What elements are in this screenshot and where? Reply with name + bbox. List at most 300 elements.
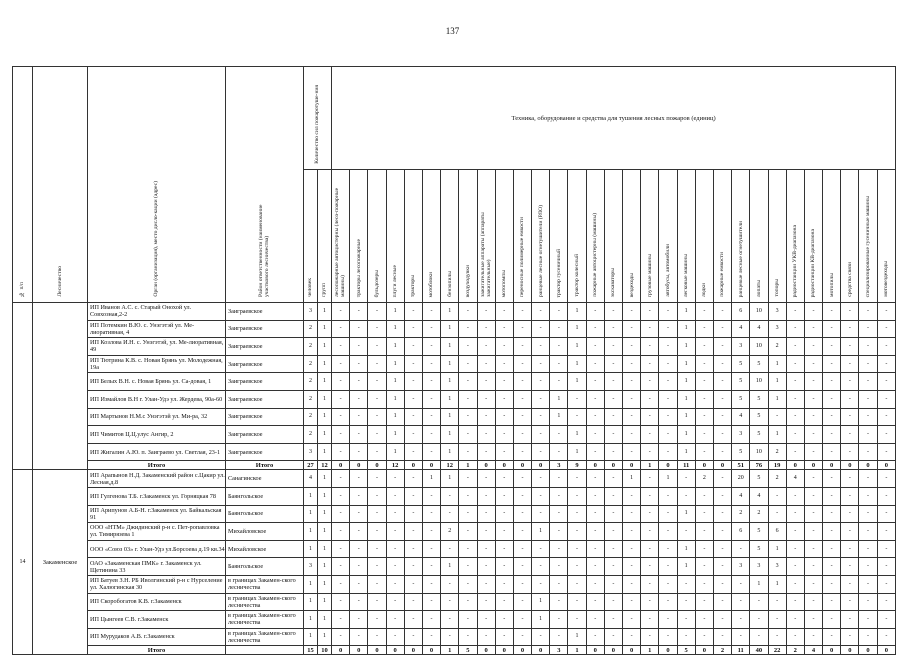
equipment-cell: - bbox=[823, 303, 841, 321]
equipment-cell: - bbox=[604, 558, 622, 576]
header-equipment-20: лодки bbox=[695, 170, 713, 303]
equipment-cell: 1 bbox=[459, 461, 477, 470]
equipment-cell: - bbox=[604, 575, 622, 593]
header-equipment-25: радиостанции УКВ-диапазона bbox=[786, 170, 804, 303]
equipment-cell: - bbox=[332, 470, 350, 488]
equipment-cell: 1 bbox=[677, 355, 695, 373]
equipment-cell: - bbox=[695, 390, 713, 408]
equipment-cell: - bbox=[841, 443, 859, 461]
equipment-cell: - bbox=[350, 303, 368, 321]
equipment-cell: - bbox=[368, 505, 386, 523]
equipment-cell: - bbox=[641, 355, 659, 373]
equipment-cell: - bbox=[713, 575, 731, 593]
table-row bbox=[13, 611, 896, 629]
table-row bbox=[13, 540, 896, 558]
equipment-cell: - bbox=[477, 628, 495, 646]
equipment-cell: - bbox=[368, 355, 386, 373]
equipment-cell: - bbox=[550, 487, 568, 505]
equipment-cell: - bbox=[859, 470, 877, 488]
equipment-cell: - bbox=[586, 523, 604, 541]
equipment-cell: - bbox=[332, 505, 350, 523]
header-district: Район ответственности (наименование участкового лесничества) bbox=[226, 67, 304, 303]
equipment-cell: - bbox=[877, 470, 896, 488]
header-equipment-title: Техника, оборудование и средства для тушения лесных пожаров (единиц) bbox=[332, 67, 896, 170]
equipment-cell: 5 bbox=[750, 540, 768, 558]
equipment-cell: - bbox=[495, 338, 513, 356]
equipment-cell: - bbox=[586, 303, 604, 321]
equipment-cell: - bbox=[568, 505, 586, 523]
equipment-cell: - bbox=[677, 628, 695, 646]
groups-cell: 10 bbox=[318, 646, 332, 655]
equipment-cell: - bbox=[659, 505, 677, 523]
equipment-cell: 1 bbox=[768, 575, 786, 593]
equipment-cell: - bbox=[404, 593, 422, 611]
equipment-cell: - bbox=[332, 443, 350, 461]
header-equipment-13: трактор колесный bbox=[568, 170, 586, 303]
equipment-cell: - bbox=[713, 558, 731, 576]
equipment-cell: 1 bbox=[677, 540, 695, 558]
equipment-cell: - bbox=[659, 443, 677, 461]
equipment-cell: - bbox=[841, 487, 859, 505]
equipment-cell: - bbox=[641, 558, 659, 576]
equipment-cell: - bbox=[332, 303, 350, 321]
equipment-cell: - bbox=[513, 408, 531, 426]
equipment-cell: - bbox=[677, 523, 695, 541]
equipment-cell: - bbox=[677, 487, 695, 505]
table-row bbox=[13, 390, 896, 408]
equipment-cell: - bbox=[332, 593, 350, 611]
table-row bbox=[13, 338, 896, 356]
groups-cell: 1 bbox=[318, 523, 332, 541]
equipment-cell: - bbox=[677, 593, 695, 611]
equipment-cell: 0 bbox=[623, 646, 641, 655]
equipment-cell: 0 bbox=[823, 461, 841, 470]
equipment-cell: - bbox=[477, 593, 495, 611]
equipment-cell: - bbox=[368, 487, 386, 505]
equipment-cell: - bbox=[404, 523, 422, 541]
people-cell: 2 bbox=[304, 408, 318, 426]
equipment-cell: - bbox=[350, 540, 368, 558]
equipment-cell: 1 bbox=[532, 593, 550, 611]
equipment-cell: 1 bbox=[441, 320, 459, 338]
equipment-cell: 4 bbox=[804, 646, 822, 655]
equipment-cell: 3 bbox=[768, 558, 786, 576]
equipment-cell: - bbox=[495, 487, 513, 505]
equipment-cell: 2 bbox=[732, 505, 750, 523]
equipment-cell: - bbox=[804, 443, 822, 461]
equipment-cell: 0 bbox=[859, 461, 877, 470]
equipment-cell: - bbox=[368, 611, 386, 629]
equipment-cell: - bbox=[586, 575, 604, 593]
equipment-cell: - bbox=[422, 390, 440, 408]
equipment-cell: - bbox=[586, 470, 604, 488]
equipment-cell: - bbox=[477, 575, 495, 593]
header-equipment-11: ранцевые лесные огнетушители (РЛО) bbox=[532, 170, 550, 303]
header-forestry: Лесничество bbox=[33, 67, 88, 303]
equipment-cell: - bbox=[422, 540, 440, 558]
equipment-cell: - bbox=[477, 443, 495, 461]
equipment-cell: - bbox=[495, 303, 513, 321]
equipment-cell: - bbox=[459, 487, 477, 505]
equipment-cell: 1 bbox=[422, 470, 440, 488]
equipment-cell: - bbox=[386, 470, 404, 488]
header-equipment-4: тракторы bbox=[404, 170, 422, 303]
equipment-cell: - bbox=[623, 373, 641, 391]
equipment-cell: - bbox=[350, 523, 368, 541]
equipment-cell: - bbox=[786, 575, 804, 593]
table-row bbox=[13, 426, 896, 444]
equipment-cell: - bbox=[786, 540, 804, 558]
groups-cell: 1 bbox=[318, 611, 332, 629]
people-cell: 1 bbox=[304, 593, 318, 611]
equipment-cell: - bbox=[350, 470, 368, 488]
equipment-cell: - bbox=[422, 338, 440, 356]
equipment-cell: - bbox=[441, 593, 459, 611]
equipment-cell: - bbox=[786, 338, 804, 356]
people-cell: 1 bbox=[304, 523, 318, 541]
equipment-cell: - bbox=[404, 373, 422, 391]
people-cell: 1 bbox=[304, 487, 318, 505]
equipment-cell: - bbox=[659, 355, 677, 373]
equipment-cell: 4 bbox=[750, 487, 768, 505]
equipment-cell: - bbox=[623, 355, 641, 373]
equipment-cell: - bbox=[550, 523, 568, 541]
equipment-cell: 4 bbox=[750, 320, 768, 338]
district-cell bbox=[226, 646, 304, 655]
equipment-cell: - bbox=[695, 408, 713, 426]
equipment-cell: - bbox=[495, 426, 513, 444]
equipment-cell: - bbox=[586, 320, 604, 338]
header-equipment-22: ранцевые лесные огнетушители bbox=[732, 170, 750, 303]
equipment-cell: - bbox=[532, 558, 550, 576]
district-cell: Заиграевское bbox=[226, 443, 304, 461]
equipment-cell: - bbox=[804, 426, 822, 444]
equipment-cell: 2 bbox=[768, 470, 786, 488]
equipment-cell: - bbox=[859, 443, 877, 461]
equipment-cell: - bbox=[513, 487, 531, 505]
equipment-cell: - bbox=[659, 390, 677, 408]
equipment-cell: - bbox=[422, 443, 440, 461]
equipment-cell: - bbox=[422, 408, 440, 426]
equipment-cell: - bbox=[386, 628, 404, 646]
equipment-cell: - bbox=[695, 487, 713, 505]
equipment-cell: - bbox=[786, 628, 804, 646]
equipment-cell: - bbox=[604, 611, 622, 629]
equipment-cell: 1 bbox=[677, 408, 695, 426]
equipment-cell: 1 bbox=[441, 390, 459, 408]
equipment-cell: - bbox=[659, 540, 677, 558]
header-equipment-18: автобусы, автомобили bbox=[659, 170, 677, 303]
equipment-cell: - bbox=[641, 628, 659, 646]
equipment-cell: - bbox=[604, 523, 622, 541]
equipment-cell: - bbox=[568, 470, 586, 488]
equipment-cell: 1 bbox=[750, 575, 768, 593]
table-row bbox=[13, 373, 896, 391]
district-cell: Заиграевское bbox=[226, 373, 304, 391]
equipment-cell: - bbox=[568, 540, 586, 558]
equipment-cell: - bbox=[532, 575, 550, 593]
header-equipment-7: воздуходувки bbox=[459, 170, 477, 303]
equipment-cell: 1 bbox=[386, 408, 404, 426]
equipment-cell: 1 bbox=[568, 338, 586, 356]
district-cell: Баянгольское bbox=[226, 505, 304, 523]
equipment-cell: - bbox=[841, 540, 859, 558]
equipment-cell: - bbox=[350, 487, 368, 505]
equipment-cell: - bbox=[532, 373, 550, 391]
equipment-cell: - bbox=[477, 487, 495, 505]
equipment-cell: - bbox=[459, 303, 477, 321]
equipment-cell: - bbox=[823, 575, 841, 593]
equipment-cell: - bbox=[659, 303, 677, 321]
equipment-cell: - bbox=[623, 593, 641, 611]
equipment-cell: - bbox=[804, 355, 822, 373]
table-row bbox=[13, 320, 896, 338]
total-row bbox=[13, 646, 896, 655]
groups-cell: 1 bbox=[318, 355, 332, 373]
equipment-cell: - bbox=[641, 593, 659, 611]
table-row bbox=[13, 523, 896, 541]
equipment-cell: - bbox=[659, 593, 677, 611]
people-cell: 27 bbox=[304, 461, 318, 470]
equipment-cell: - bbox=[532, 443, 550, 461]
equipment-cell: - bbox=[350, 575, 368, 593]
equipment-cell: - bbox=[859, 628, 877, 646]
equipment-cell: 1 bbox=[568, 426, 586, 444]
equipment-cell: - bbox=[404, 611, 422, 629]
equipment-cell: - bbox=[695, 611, 713, 629]
equipment-cell: 0 bbox=[532, 461, 550, 470]
equipment-cell: - bbox=[513, 540, 531, 558]
equipment-cell: - bbox=[877, 487, 896, 505]
equipment-cell: - bbox=[641, 408, 659, 426]
equipment-cell: - bbox=[386, 593, 404, 611]
equipment-cell: - bbox=[550, 320, 568, 338]
equipment-cell: - bbox=[495, 443, 513, 461]
equipment-cell: - bbox=[786, 320, 804, 338]
header-equipment-23: лопаты bbox=[750, 170, 768, 303]
equipment-cell: 0 bbox=[404, 461, 422, 470]
equipment-cell: 2 bbox=[768, 443, 786, 461]
equipment-cell: 1 bbox=[768, 373, 786, 391]
equipment-cell: - bbox=[550, 373, 568, 391]
equipment-cell: - bbox=[350, 443, 368, 461]
equipment-cell: - bbox=[659, 558, 677, 576]
equipment-cell: - bbox=[804, 628, 822, 646]
equipment-cell: 12 bbox=[386, 461, 404, 470]
equipment-cell: - bbox=[713, 303, 731, 321]
equipment-cell: - bbox=[368, 558, 386, 576]
equipment-cell: 1 bbox=[677, 558, 695, 576]
district-cell: в границах Закамен-ского лесничества bbox=[226, 611, 304, 629]
equipment-cell: - bbox=[877, 408, 896, 426]
equipment-cell: - bbox=[623, 487, 641, 505]
equipment-cell: 0 bbox=[804, 461, 822, 470]
header-equipment-15: экскаваторы bbox=[604, 170, 622, 303]
groups-cell: 1 bbox=[318, 505, 332, 523]
district-cell: Заиграевское bbox=[226, 408, 304, 426]
equipment-cell: - bbox=[513, 355, 531, 373]
district-cell: Заиграевское bbox=[226, 303, 304, 321]
equipment-cell: - bbox=[477, 303, 495, 321]
equipment-cell: - bbox=[332, 558, 350, 576]
equipment-cell: - bbox=[713, 523, 731, 541]
equipment-cell: - bbox=[804, 408, 822, 426]
people-cell: 2 bbox=[304, 426, 318, 444]
equipment-cell: 5 bbox=[732, 355, 750, 373]
equipment-cell: - bbox=[495, 523, 513, 541]
equipment-cell: - bbox=[604, 303, 622, 321]
equipment-cell: 40 bbox=[750, 646, 768, 655]
equipment-cell: - bbox=[713, 540, 731, 558]
equipment-cell: - bbox=[368, 540, 386, 558]
equipment-cell: - bbox=[586, 558, 604, 576]
people-cell: 2 bbox=[304, 355, 318, 373]
equipment-cell: - bbox=[786, 487, 804, 505]
equipment-cell: - bbox=[604, 593, 622, 611]
equipment-cell: 0 bbox=[422, 461, 440, 470]
equipment-cell: - bbox=[604, 355, 622, 373]
equipment-cell: - bbox=[623, 558, 641, 576]
equipment-cell: - bbox=[713, 628, 731, 646]
equipment-cell: - bbox=[877, 523, 896, 541]
equipment-cell: 1 bbox=[550, 408, 568, 426]
equipment-cell: - bbox=[713, 593, 731, 611]
equipment-cell: - bbox=[695, 593, 713, 611]
equipment-cell: - bbox=[586, 611, 604, 629]
equipment-cell: 1 bbox=[677, 373, 695, 391]
equipment-cell: - bbox=[550, 443, 568, 461]
equipment-cell: 0 bbox=[586, 646, 604, 655]
equipment-cell: - bbox=[623, 540, 641, 558]
equipment-cell: - bbox=[586, 443, 604, 461]
header-equipment-3: плуги лесные bbox=[386, 170, 404, 303]
equipment-cell: - bbox=[586, 355, 604, 373]
equipment-cell: - bbox=[841, 408, 859, 426]
equipment-cell: 0 bbox=[495, 461, 513, 470]
equipment-cell: - bbox=[623, 611, 641, 629]
equipment-cell: - bbox=[841, 373, 859, 391]
header-people-groups: групп bbox=[318, 170, 332, 303]
equipment-cell: - bbox=[604, 426, 622, 444]
equipment-cell: - bbox=[641, 575, 659, 593]
org-cell: ИП Мурудаков А.В. г.Закаменск bbox=[88, 628, 226, 646]
equipment-cell: - bbox=[804, 611, 822, 629]
equipment-cell: - bbox=[441, 611, 459, 629]
equipment-cell: - bbox=[350, 390, 368, 408]
district-cell: Михайловское bbox=[226, 540, 304, 558]
equipment-cell: - bbox=[459, 426, 477, 444]
equipment-cell: - bbox=[877, 355, 896, 373]
equipment-cell: - bbox=[623, 408, 641, 426]
equipment-cell: 0 bbox=[368, 461, 386, 470]
equipment-cell: - bbox=[604, 408, 622, 426]
equipment-cell: - bbox=[422, 373, 440, 391]
equipment-cell: - bbox=[859, 540, 877, 558]
equipment-cell: - bbox=[532, 320, 550, 338]
org-cell: ОАО «Закаменская ПМК» г. Закаменск ул. Щетинина 33 bbox=[88, 558, 226, 576]
equipment-cell: 2 bbox=[695, 470, 713, 488]
equipment-cell: 4 bbox=[732, 487, 750, 505]
equipment-cell: - bbox=[368, 575, 386, 593]
header-row-1 bbox=[13, 67, 896, 170]
equipment-cell: - bbox=[659, 523, 677, 541]
equipment-cell: - bbox=[513, 593, 531, 611]
equipment-cell: - bbox=[586, 338, 604, 356]
equipment-cell: 5 bbox=[750, 390, 768, 408]
equipment-cell: 10 bbox=[750, 373, 768, 391]
equipment-cell: - bbox=[823, 505, 841, 523]
equipment-cell: - bbox=[477, 540, 495, 558]
equipment-cell: 0 bbox=[532, 646, 550, 655]
equipment-cell: - bbox=[368, 390, 386, 408]
people-cell: 15 bbox=[304, 646, 318, 655]
equipment-cell: 2 bbox=[768, 338, 786, 356]
equipment-cell: - bbox=[368, 593, 386, 611]
equipment-cell: 22 bbox=[768, 646, 786, 655]
equipment-cell: - bbox=[586, 628, 604, 646]
header-equipment-26: радиостанции КВ-диапазона bbox=[804, 170, 822, 303]
equipment-cell: - bbox=[477, 426, 495, 444]
equipment-cell: - bbox=[550, 628, 568, 646]
equipment-cell: 0 bbox=[695, 461, 713, 470]
equipment-cell: 3 bbox=[550, 461, 568, 470]
equipment-cell: - bbox=[532, 487, 550, 505]
equipment-cell: 1 bbox=[568, 443, 586, 461]
equipment-cell: 1 bbox=[441, 338, 459, 356]
equipment-cell: 4 bbox=[786, 470, 804, 488]
equipment-cell: 1 bbox=[441, 373, 459, 391]
equipment-cell: - bbox=[532, 338, 550, 356]
equipment-cell: 1 bbox=[532, 611, 550, 629]
groups-cell: 1 bbox=[318, 470, 332, 488]
equipment-cell: - bbox=[332, 628, 350, 646]
equipment-cell: - bbox=[859, 355, 877, 373]
equipment-cell: - bbox=[786, 373, 804, 391]
equipment-cell: - bbox=[332, 390, 350, 408]
org-cell: ИП Батуев З.Н. РБ Иволгинский р-н с Нурселение ул. Халюгинская 30 bbox=[88, 575, 226, 593]
equipment-cell: - bbox=[695, 355, 713, 373]
equipment-cell: - bbox=[841, 593, 859, 611]
equipment-cell: 1 bbox=[768, 540, 786, 558]
equipment-cell: - bbox=[877, 558, 896, 576]
equipment-cell: 5 bbox=[750, 355, 768, 373]
equipment-cell: - bbox=[659, 338, 677, 356]
equipment-cell: - bbox=[823, 593, 841, 611]
equipment-cell: - bbox=[823, 487, 841, 505]
equipment-cell: - bbox=[641, 426, 659, 444]
equipment-cell: - bbox=[368, 523, 386, 541]
equipment-cell: - bbox=[786, 303, 804, 321]
equipment-cell: - bbox=[641, 523, 659, 541]
equipment-cell: - bbox=[695, 505, 713, 523]
row-number: 14 bbox=[13, 470, 33, 655]
equipment-cell: - bbox=[604, 470, 622, 488]
equipment-cell: - bbox=[513, 523, 531, 541]
equipment-cell: - bbox=[386, 575, 404, 593]
equipment-cell: - bbox=[495, 470, 513, 488]
equipment-cell: - bbox=[604, 505, 622, 523]
equipment-cell: 1 bbox=[768, 426, 786, 444]
equipment-cell: - bbox=[495, 390, 513, 408]
equipment-cell: - bbox=[641, 320, 659, 338]
equipment-cell: - bbox=[877, 443, 896, 461]
equipment-cell: - bbox=[332, 338, 350, 356]
equipment-cell: - bbox=[877, 373, 896, 391]
equipment-cell: - bbox=[332, 355, 350, 373]
equipment-cell: - bbox=[841, 575, 859, 593]
equipment-cell: - bbox=[604, 443, 622, 461]
equipment-cell: - bbox=[550, 611, 568, 629]
